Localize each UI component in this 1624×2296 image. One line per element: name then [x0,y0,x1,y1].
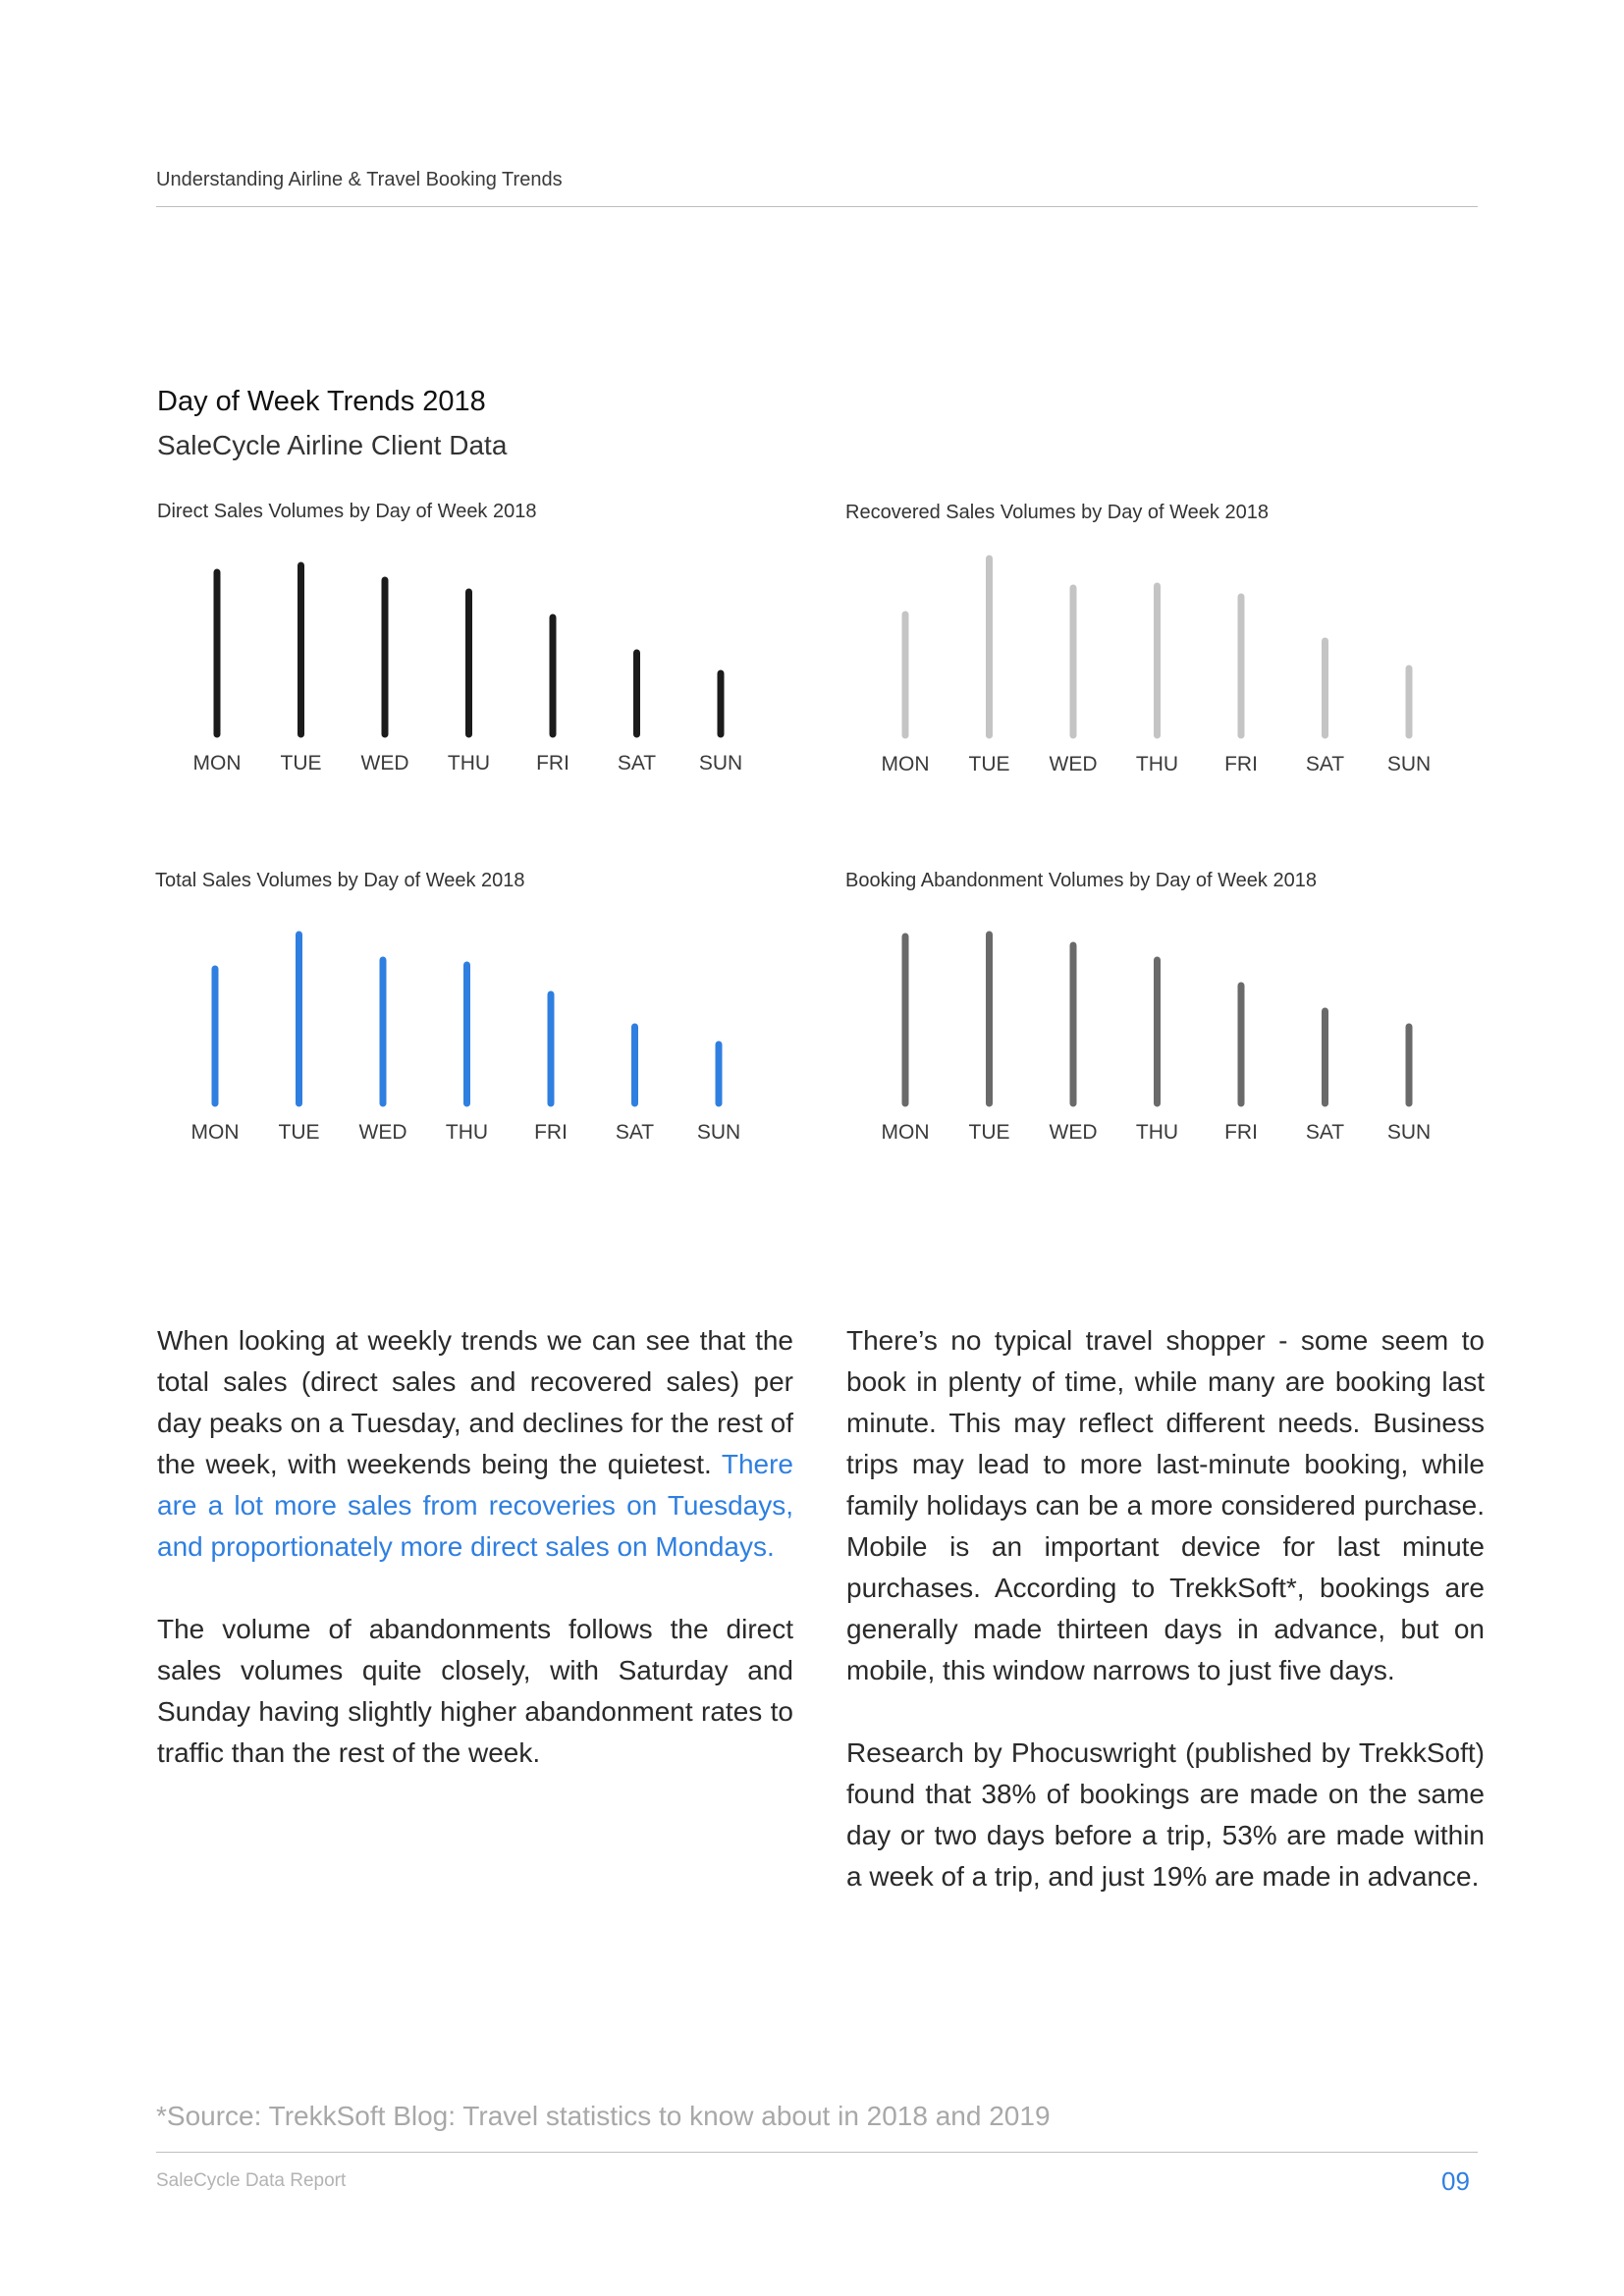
body-paragraph: The volume of abandonments follows the direct sales volumes quite closely, with Saturday and Sunday having slightly higher abandonment rates to traffic than the rest of the week. [157,1614,793,1768]
body-paragraph [157,1320,793,1568]
chart-plot [845,870,1474,1164]
chart-title: Booking Abandonment Volumes by Day of Week 2018 [845,870,1317,891]
x-tick-label: SAT [617,752,657,774]
chart-booking-abandonment [845,870,1474,1144]
x-tick-label: SUN [698,752,743,774]
header-title: Understanding Airline & Travel Booking Trends [156,169,563,190]
x-tick-label: FRI [1224,753,1258,775]
x-tick-label: SUN [1386,753,1432,775]
source-footnote: *Source: TrekkSoft Blog: Travel statistics to know about in 2018 and 2019 [156,2101,1051,2131]
x-tick-label: WED [1049,753,1098,775]
x-tick-label: TUE [280,752,322,774]
chart-recovered-sales [845,502,1474,775]
x-tick-label: SAT [615,1121,655,1144]
x-tick-label: MON [190,1121,240,1144]
highlighted-text: There are a lot more sales from recoveries on Tuesdays, and proportionately more direct sales on Mondays. [157,1449,793,1562]
x-tick-label: FRI [1224,1121,1258,1144]
x-tick-label: THU [1135,1121,1179,1144]
chart-title: Total Sales Volumes by Day of Week 2018 [155,870,525,891]
chart-title: Recovered Sales Volumes by Day of Week 2018 [845,502,1269,523]
body-right-column [846,1320,1485,1897]
x-tick-label: THU [1135,753,1179,775]
x-tick-label: MON [881,1121,930,1144]
x-tick-label: THU [447,752,491,774]
x-tick-label: TUE [278,1121,320,1144]
x-tick-label: FRI [536,752,569,774]
chart-plot [845,502,1474,796]
page-number: 09 [1441,2166,1470,2196]
x-tick-label: MON [192,752,242,774]
x-tick-label: WED [360,752,409,774]
x-tick-label: WED [1049,1121,1098,1144]
body-paragraph: Research by Phocuswright (published by TrekkSoft) found that 38% of bookings are made on the same day or two days before a trip, 53% are made within a week of a trip, and just 19% are made in advance. [846,1737,1485,1892]
chart-plot [157,501,785,795]
footer-report-name: SaleCycle Data Report [156,2170,347,2191]
x-tick-label: MON [881,753,930,775]
body-left-column [157,1320,793,1774]
x-tick-label: SAT [1305,753,1345,775]
chart-title: Direct Sales Volumes by Day of Week 2018 [157,501,537,522]
chart-direct-sales [157,501,785,774]
section-subtitle: SaleCycle Airline Client Data [157,430,508,460]
footer-divider [156,2152,1478,2153]
chart-plot [155,870,784,1164]
x-tick-label: THU [445,1121,489,1144]
header-divider [156,206,1478,207]
x-tick-label: FRI [534,1121,568,1144]
x-tick-label: SUN [1386,1121,1432,1144]
x-tick-label: WED [358,1121,407,1144]
chart-total-sales [155,870,784,1144]
body-text: When looking at weekly trends we can see that the total sales (direct sales and recovered sales) per day peaks on a Tuesday, and declines for the rest of the week, with weekends being the quietest. [157,1325,793,1479]
x-tick-label: SUN [696,1121,741,1144]
x-tick-label: SAT [1305,1121,1345,1144]
x-tick-label: TUE [968,753,1010,775]
x-tick-label: TUE [968,1121,1010,1144]
body-paragraph: There’s no typical travel shopper - some seem to book in plenty of time, while many are booking last minute. This may reflect different needs. Business trips may lead to more last-minute booking, while family holidays can be a more considered purchase. Mobile is an important device for last minute purchases. According to TrekkSoft*, bookings are generally made thirteen days in advance, but on mobile, this window narrows to just five days. [846,1325,1485,1685]
section-title: Day of Week Trends 2018 [157,386,486,417]
